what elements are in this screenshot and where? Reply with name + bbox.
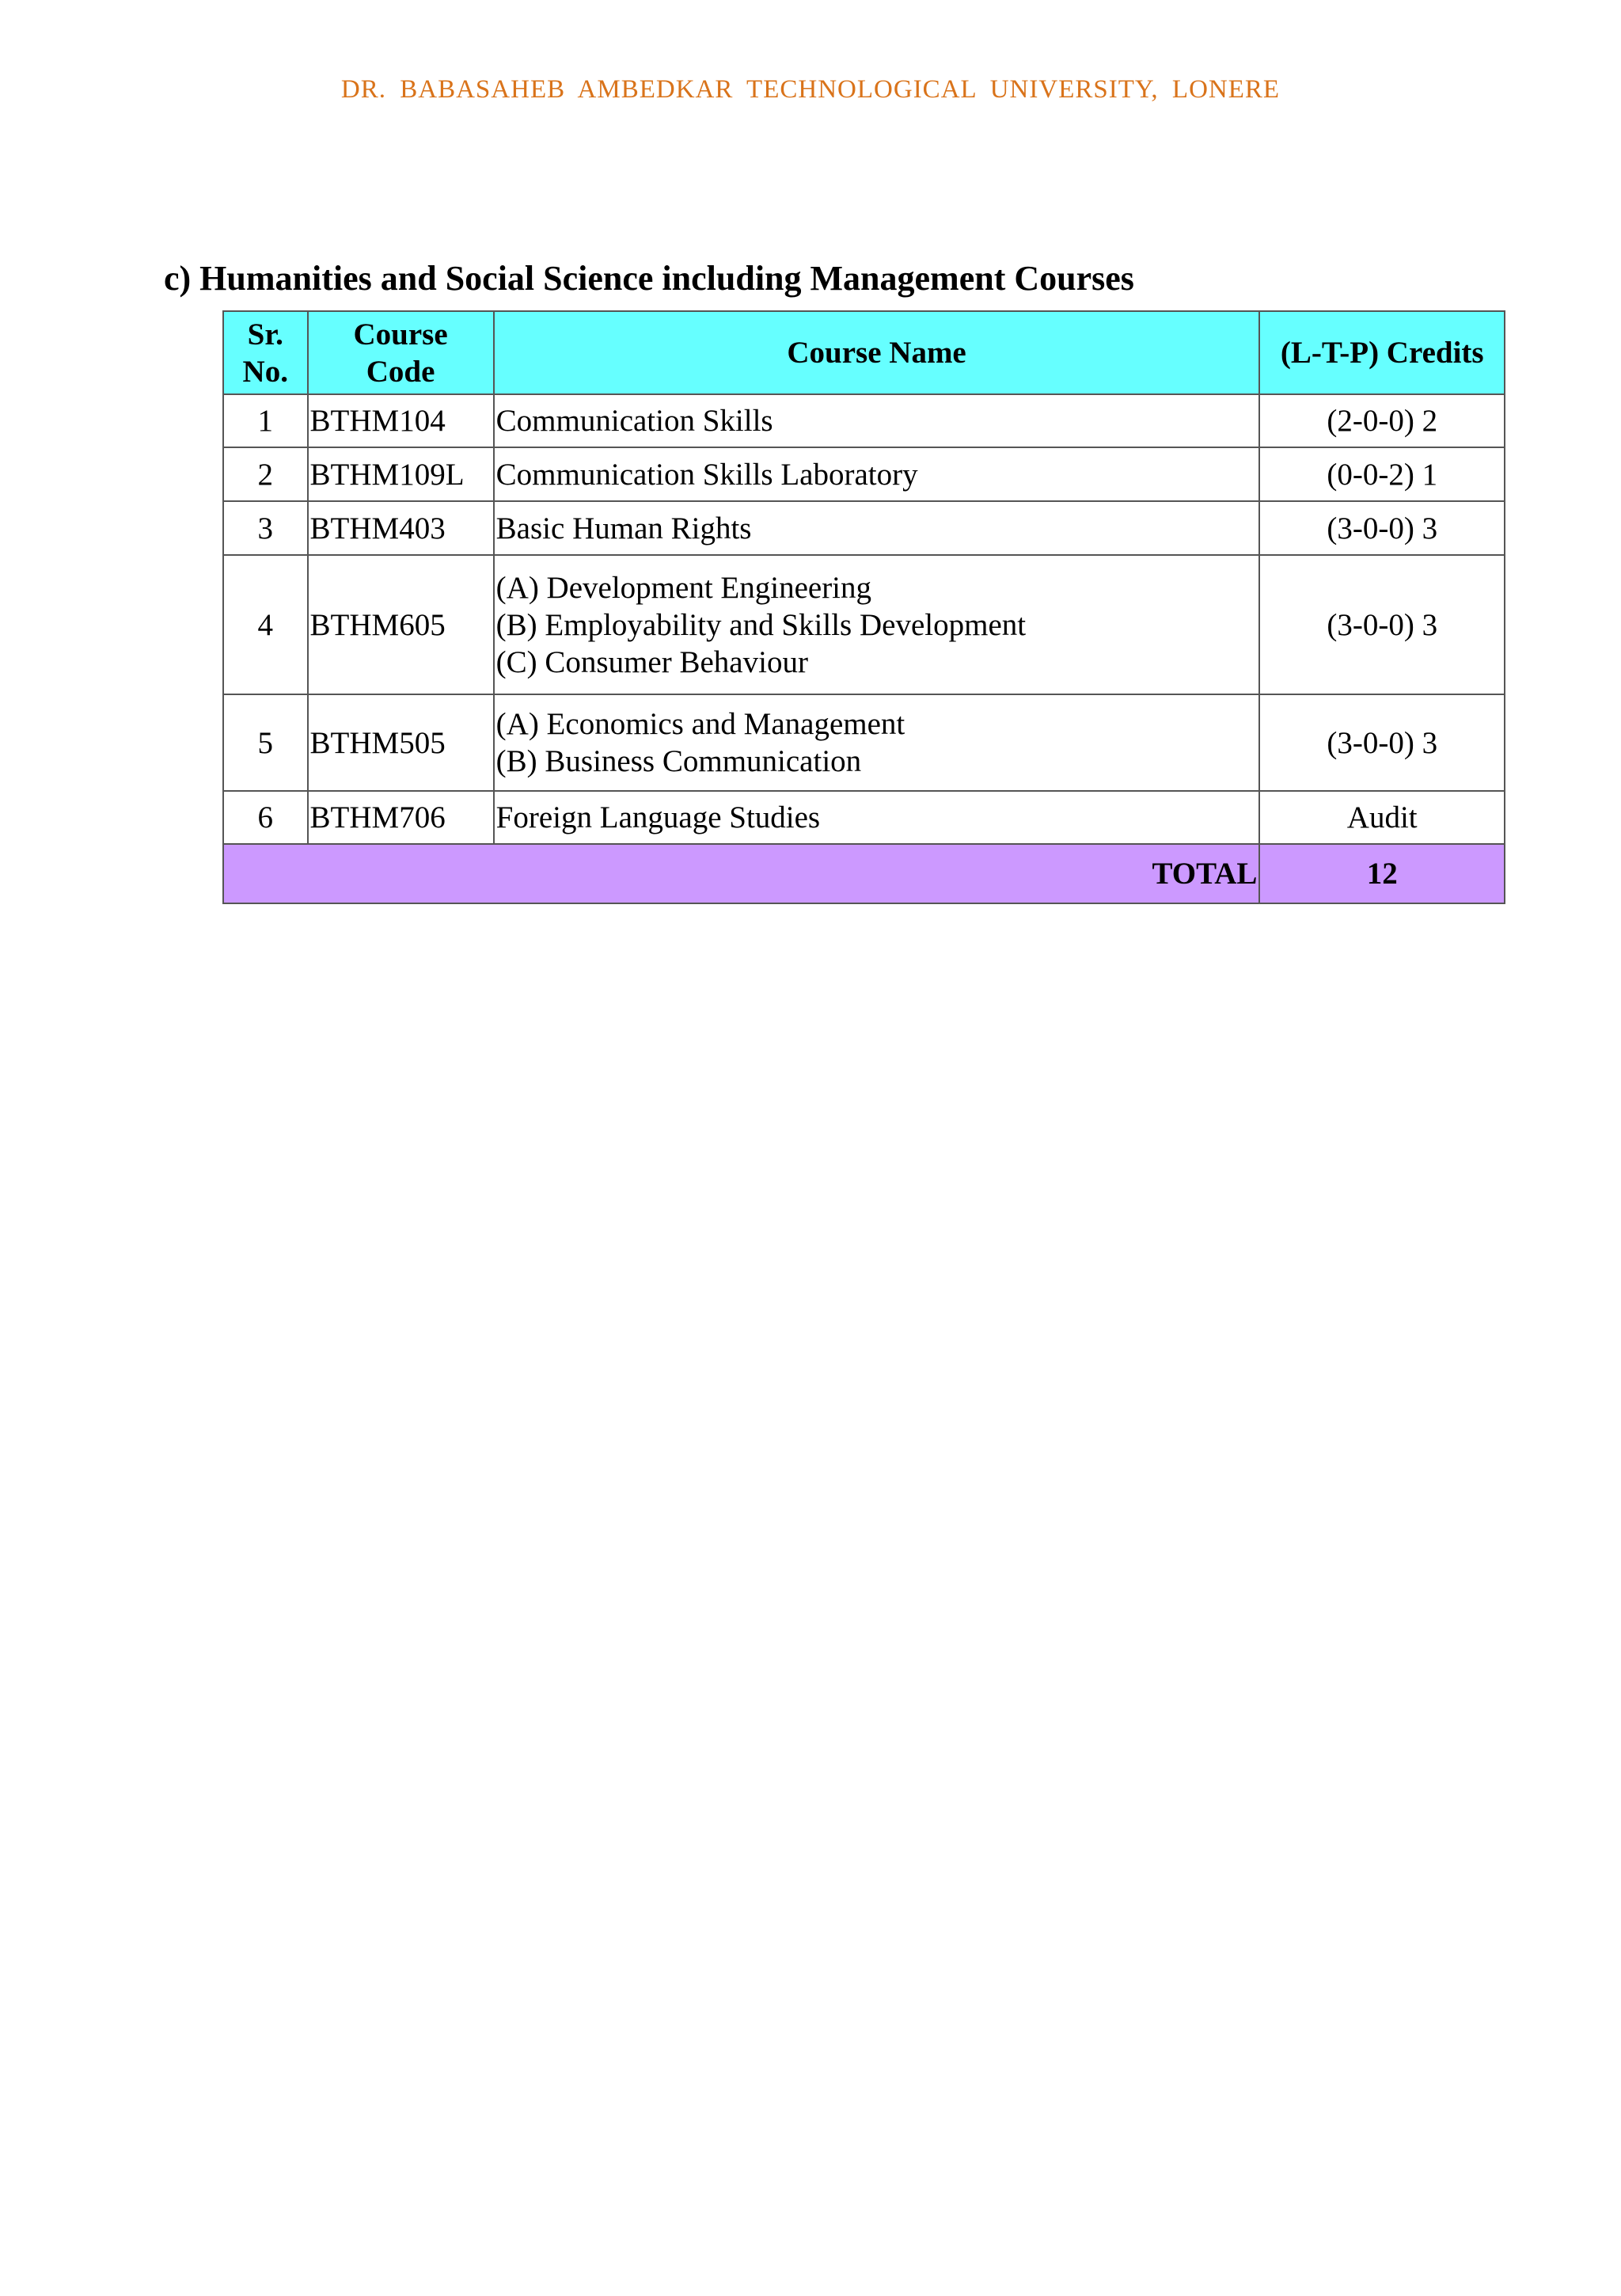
course-code-cell: BTHM706 bbox=[308, 791, 494, 844]
course-name-cell bbox=[494, 555, 1260, 694]
credits-cell: Audit bbox=[1259, 791, 1505, 844]
course-name-line: Communication Skills bbox=[495, 404, 773, 438]
course-name-line: Communication Skills Laboratory bbox=[495, 457, 918, 492]
header-sr-no: Sr. No. bbox=[223, 311, 308, 394]
course-name-line: Basic Human Rights bbox=[495, 511, 752, 545]
sr-no-cell: 2 bbox=[223, 447, 308, 501]
sr-no-cell: 6 bbox=[223, 791, 308, 844]
course-name-line: Foreign Language Studies bbox=[495, 800, 821, 834]
sr-no-cell: 5 bbox=[223, 694, 308, 791]
course-name-cell bbox=[494, 394, 1260, 447]
total-row bbox=[223, 844, 1505, 903]
header-course-code: Course Code bbox=[308, 311, 494, 394]
table-row bbox=[223, 447, 1505, 501]
course-name-line: (B) Business Communication bbox=[495, 744, 862, 778]
credits-cell: (3-0-0) 3 bbox=[1259, 694, 1505, 791]
courses-table bbox=[222, 310, 1505, 904]
course-name-cell bbox=[494, 501, 1260, 555]
table-row bbox=[223, 394, 1505, 447]
course-name-line: (A) Economics and Management bbox=[495, 707, 905, 741]
running-header: DR. BABASAHEB AMBEDKAR TECHNOLOGICAL UNIVERSITY, LONERE bbox=[340, 75, 1281, 104]
table-row bbox=[223, 791, 1505, 844]
sr-no-cell: 1 bbox=[223, 394, 308, 447]
course-code-cell: BTHM403 bbox=[308, 501, 494, 555]
header-course-name: Course Name bbox=[494, 311, 1260, 394]
total-label: TOTAL bbox=[223, 844, 1259, 903]
credits-cell: (3-0-0) 3 bbox=[1259, 555, 1505, 694]
credits-cell: (0-0-2) 1 bbox=[1259, 447, 1505, 501]
course-name-line: (A) Development Engineering bbox=[495, 570, 872, 605]
course-code-cell: BTHM605 bbox=[308, 555, 494, 694]
table-header-row bbox=[223, 311, 1505, 394]
credits-cell: (3-0-0) 3 bbox=[1259, 501, 1505, 555]
course-name-cell bbox=[494, 447, 1260, 501]
sr-no-cell: 4 bbox=[223, 555, 308, 694]
section-heading: c) Humanities and Social Science including Management Courses bbox=[164, 259, 1134, 298]
course-name-line: (C) Consumer Behaviour bbox=[495, 644, 808, 679]
course-code-cell: BTHM104 bbox=[308, 394, 494, 447]
course-name-line: (B) Employability and Skills Development bbox=[495, 607, 1027, 642]
course-name-cell bbox=[494, 694, 1260, 791]
credits-cell: (2-0-0) 2 bbox=[1259, 394, 1505, 447]
course-code-cell: BTHM109L bbox=[308, 447, 494, 501]
table-row bbox=[223, 501, 1505, 555]
course-code-cell: BTHM505 bbox=[308, 694, 494, 791]
course-name-cell bbox=[494, 791, 1260, 844]
total-value: 12 bbox=[1259, 844, 1505, 903]
header-credits: (L-T-P) Credits bbox=[1259, 311, 1505, 394]
sr-no-cell: 3 bbox=[223, 501, 308, 555]
table-row bbox=[223, 555, 1505, 694]
table-row bbox=[223, 694, 1505, 791]
